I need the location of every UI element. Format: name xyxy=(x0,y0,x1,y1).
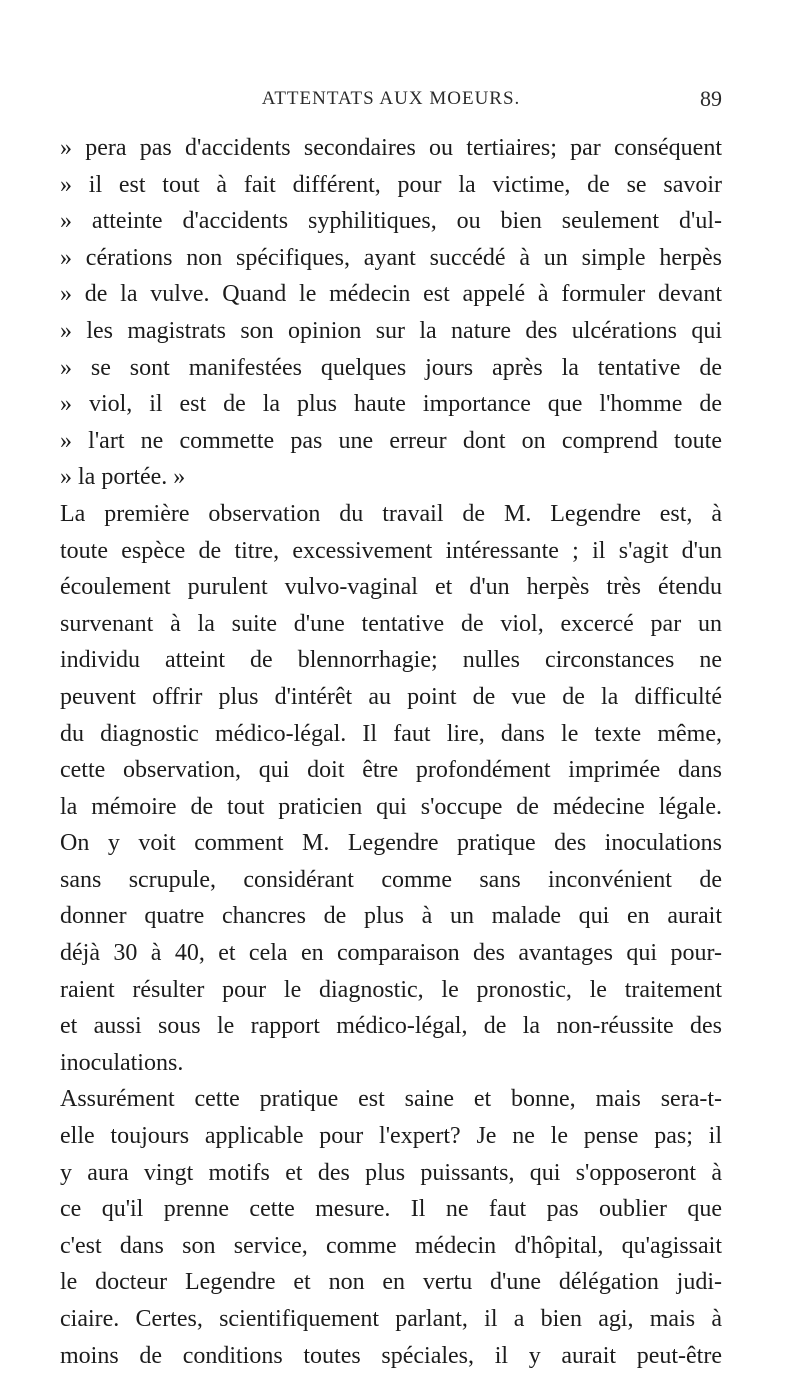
text-line: » viol, il est de la plus haute importance que l'homme de xyxy=(60,391,722,418)
text-line: toute espèce de titre, excessivement intéressante ; il s'agit d'un xyxy=(60,537,722,564)
text-line: inoculations. xyxy=(60,1049,184,1076)
text-line: » cérations non spécifiques, ayant succédé à un simple herpès xyxy=(60,244,722,271)
text-line: » de la vulve. Quand le médecin est appelé à formuler devant xyxy=(60,281,722,308)
text-line: donner quatre chancres de plus à un malade qui en aurait xyxy=(60,903,722,930)
text-line: et aussi sous le rapport médico-légal, de la non-réussite des xyxy=(60,1013,722,1040)
text-line: le docteur Legendre et non en vertu d'une délégation judi- xyxy=(60,1269,722,1296)
text-line: elle toujours applicable pour l'expert? Je ne le pense pas; il xyxy=(60,1123,722,1150)
text-line: La première observation du travail de M. Legendre est, à xyxy=(60,500,722,527)
text-line: » l'art ne commette pas une erreur dont on comprend toute xyxy=(60,427,722,454)
running-head: ATTENTATS AUX MOEURS. xyxy=(261,88,521,109)
text-line: survenant à la suite d'une tentative de viol, excercé par un xyxy=(60,610,722,637)
text-line: écoulement purulent vulvo-vaginal et d'un herpès très étendu xyxy=(60,574,722,601)
text-line: moins de conditions toutes spéciales, il y aurait peut-être xyxy=(60,1342,722,1369)
text-line: y aura vingt motifs et des plus puissants, qui s'opposeront à xyxy=(60,1159,722,1186)
text-line: raient résulter pour le diagnostic, le pronostic, le traitement xyxy=(60,976,722,1003)
text-line: la mémoire de tout praticien qui s'occupe de médecine légale. xyxy=(60,793,722,820)
text-line: individu atteint de blennorrhagie; nulles circonstances ne xyxy=(60,647,722,674)
text-line: sans scrupule, considérant comme sans inconvénient de xyxy=(60,866,722,893)
body-text xyxy=(60,130,722,1374)
text-line: On y voit comment M. Legendre pratique des inoculations xyxy=(60,830,722,857)
text-line: » pera pas d'accidents secondaires ou tertiaires; par conséquent xyxy=(60,135,722,161)
text-line: ciaire. Certes, scientifiquement parlant, il a bien agi, mais à xyxy=(60,1306,722,1332)
text-line: » atteinte d'accidents syphilitiques, ou bien seulement d'ul- xyxy=(60,208,722,235)
text-line: déjà 30 à 40, et cela en comparaison des avantages qui pour- xyxy=(60,940,722,967)
text-line: du diagnostic médico-légal. Il faut lire, dans le texte même, xyxy=(60,720,722,747)
text-line: » se sont manifestées quelques jours après la tentative de xyxy=(60,354,722,381)
text-line: » les magistrats son opinion sur la nature des ulcérations qui xyxy=(60,317,722,344)
text-line: ce qu'il prenne cette mesure. Il ne faut pas oublier que xyxy=(60,1196,722,1223)
page-header xyxy=(60,88,722,118)
text-line: » il est tout à fait différent, pour la victime, de se savoir xyxy=(60,171,722,198)
text-line: » la portée. » xyxy=(60,464,186,491)
text-line: cette observation, qui doit être profondément imprimée dans xyxy=(60,757,722,784)
page-number: 89 xyxy=(700,86,722,111)
text-line: Assurément cette pratique est saine et bonne, mais sera-t- xyxy=(60,1086,722,1113)
text-line: peuvent offrir plus d'intérêt au point de vue de la difficulté xyxy=(60,683,722,710)
text-line: c'est dans son service, comme médecin d'hôpital, qu'agissait xyxy=(60,1232,722,1259)
